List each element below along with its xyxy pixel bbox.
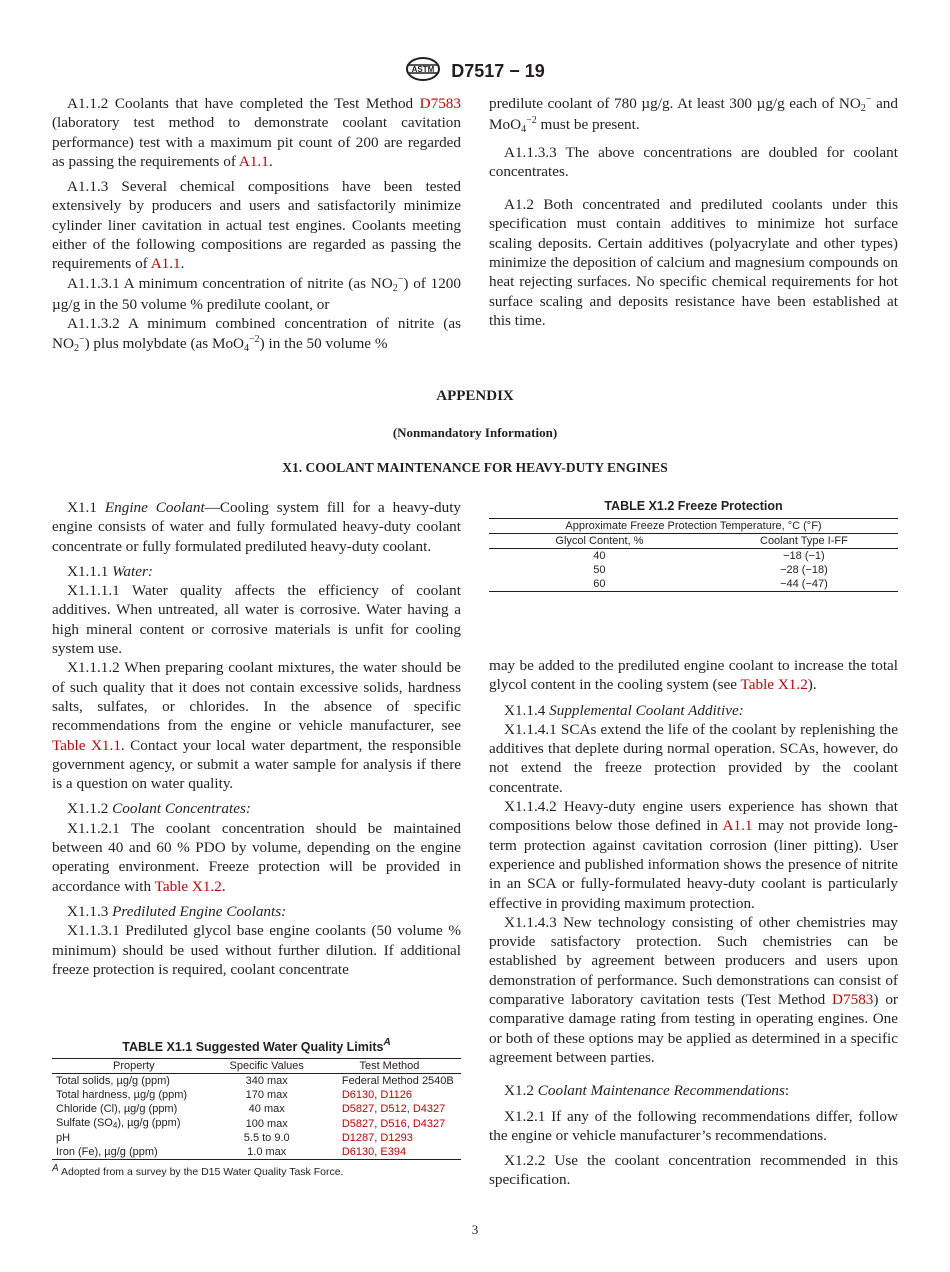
column-header-test-method: Test Method — [318, 1059, 461, 1074]
table-row — [52, 1074, 461, 1089]
para-x1-2-2: X1.2.2 Use the coolant concentration recommended in this specification. — [489, 1152, 898, 1189]
link-test-method[interactable]: D512 — [380, 1103, 407, 1115]
cell-property: Total hardness, µg/g (ppm) — [56, 1089, 188, 1101]
link-d7583[interactable]: D7583 — [832, 991, 874, 1009]
cell-test-method: D6130, D1126 — [341, 1089, 412, 1101]
table-row — [52, 1102, 461, 1116]
astm-logo — [405, 56, 441, 87]
link-test-method[interactable]: D516 — [380, 1117, 407, 1130]
para-x1-1-4-1: X1.1.4.1 SCAs extend the life of the coolant by replenishing the additives that deplete during normal operation. SCAs, however, do not extend the freeze protection provided by the coolant concentrate. — [489, 720, 898, 796]
para-x1-1-4-2: X1.1.4.2 Heavy-duty engine users experience has shown that compositions below those defined in A1.1 may not provide long-term protection against cavitation corrosion (liner pitting). User experience and published information shows the presence of nitrite in an SCA or fully-formulated heavy-duty coolant is particularly effective in providing maximum protection. — [489, 798, 898, 912]
page-header — [0, 56, 950, 87]
para-a1-1-3: A1.1.3 Several chemical compositions have been tested extensively by producers and users and satisfactorily minimize cylinder liner cavitation in actual test engines. Coolants meeting either of the following compositions are regarded as passing the requirements of A1.1. — [52, 178, 461, 273]
para-x1-1: X1.1 Engine Coolant—Cooling system fill for a heavy-duty engine consists of water and fully formulated heavy-duty coolant concentrate or fully formulated prediluted heavy-duty coolant. — [52, 499, 462, 555]
para-x1-1-3-1: X1.1.3.1 Prediluted glycol base engine coolants (50 volume % minimum) should be used without further dilution. If additional freeze protection is required, coolant concentrate — [52, 922, 461, 978]
table-row — [489, 577, 898, 592]
cell-specific-value: 1.0 max — [216, 1145, 318, 1160]
para-x1-1-1-1: X1.1.1.1 Water quality affects the efficiency of coolant additives. When untreated, all water is corrosive. Water having a high mineral content or corrosive materials is unfit for cooling system use. — [52, 582, 461, 658]
link-test-method[interactable]: E394 — [380, 1146, 407, 1158]
table-row — [52, 1088, 461, 1102]
left-top-column — [52, 94, 461, 355]
table-row — [489, 549, 898, 564]
para-x1-1-4: X1.1.4 Supplemental Coolant Additive: — [504, 701, 744, 719]
cell-test-method: D5827, D516, D4327 — [341, 1117, 446, 1130]
cell-freeze-temp: −44 (−47) — [710, 577, 898, 592]
table-row — [52, 1145, 461, 1160]
para-x1-1-4-3: X1.1.4.3 New technology consisting of other chemistries may provide satisfactory protection. Such chemistries can be established by agreement between producers and users upon demonstration of performance. Such demonstrations can consist of comparative laboratory cavitation tests (Test Method D7583) or comparative damage rating from testing in operating engines. One or both of these options may be applied as determined in a specific agreement between parties. — [489, 913, 898, 1066]
cell-glycol-content: 60 — [489, 577, 710, 592]
cell-property: Iron (Fe), µg/g (ppm) — [52, 1145, 216, 1160]
para-x1-1-1: X1.1.1 Water: — [67, 562, 153, 580]
link-table-x1-2[interactable]: Table X1.2 — [740, 676, 808, 694]
cell-specific-value: 340 max — [245, 1075, 288, 1087]
link-test-method[interactable]: D6130 — [341, 1089, 375, 1101]
section-heading: X1. COOLANT MAINTENANCE FOR HEAVY-DUTY ENGINES — [282, 460, 668, 475]
cell-glycol-content: 50 — [593, 564, 606, 576]
para-a1-1-2: A1.1.2 Coolants that have completed the Test Method D7583 (laboratory test method to demonstrate coolant cavitation performance) test with a maximum pit count of 200 are regarded as passing the requirements of A1.1. — [52, 95, 461, 170]
cell-freeze-temp: −18 (−1) — [783, 550, 825, 562]
para-a1-2: A1.2 Both concentrated and prediluted coolants under this specification must contain additives to minimize hot surface scaling deposits. Certain additives (polyacrylate and other types) minimize the deposition of calcium and magnesium compounds on heat rejecting surfaces. No specific chemical requirements for hot surface scaling and deposits resistance have been established at this time. — [489, 196, 898, 329]
para-a1-1-3-3: A1.1.3.3 The above concentrations are doubled for coolant concentrates. — [489, 143, 898, 180]
cell-freeze-temp: −28 (−18) — [780, 564, 828, 576]
cell-specific-value: 100 max — [245, 1117, 288, 1130]
cell-property: Total solids, µg/g (ppm) — [56, 1075, 170, 1087]
cell-test-method: Federal Method 2540B — [341, 1075, 454, 1087]
para-x1-1-2: X1.1.2 Coolant Concentrates: — [67, 800, 251, 818]
link-test-method[interactable]: D4327 — [412, 1103, 446, 1115]
cell-specific-value: 170 max — [245, 1089, 288, 1101]
table-x1-1-title: TABLE X1.1 Suggested Water Quality Limits$^A$ — [122, 1037, 391, 1054]
table-x1-1-footnote: A Adopted from a survey by the D15 Water Quality Task Force. — [52, 1163, 344, 1178]
right-top-column — [489, 94, 898, 330]
left-main-column — [52, 498, 461, 979]
cell-specific-value: 40 max — [248, 1103, 285, 1115]
appendix-title: APPENDIX — [436, 388, 514, 404]
link-test-method[interactable]: D5827 — [341, 1117, 375, 1130]
link-test-method[interactable]: D1287 — [341, 1132, 375, 1144]
cell-test-method: D5827, D512, D4327 — [341, 1103, 446, 1115]
link-test-method[interactable]: D1293 — [380, 1132, 413, 1144]
table-x1-2-title: TABLE X1.2 Freeze Protection — [604, 499, 783, 513]
cell-glycol-content: 40 — [593, 550, 606, 562]
column-header-coolant-type: Coolant Type I-FF — [710, 534, 898, 549]
column-header-glycol-content: Glycol Content, % — [489, 534, 710, 549]
link-table-x1-2[interactable]: Table X1.2 — [154, 877, 222, 895]
link-a1-1[interactable]: A1.1 — [238, 152, 269, 170]
para-x1-2: X1.2 Coolant Maintenance Recommendations: — [504, 1082, 790, 1100]
para-x1-1-3: X1.1.3 Prediluted Engine Coolants: — [67, 902, 287, 920]
link-a1-1[interactable]: A1.1 — [722, 817, 753, 835]
page-number: 3 — [471, 1222, 479, 1237]
para-a1-1-3-1: A1.1.3.1 A minimum concentration of nitrite (as NO2−) of 1200 µg/g in the 50 volume % predilute coolant, or — [52, 273, 461, 313]
cell-property: Chloride (Cl), µg/g (ppm) — [56, 1103, 178, 1115]
right-main-column — [489, 656, 898, 1190]
link-test-method[interactable]: D1126 — [380, 1089, 412, 1101]
cell-property: Sulfate (SO4), µg/g (ppm) — [56, 1117, 181, 1130]
link-a1-1[interactable]: A1.1 — [150, 255, 181, 273]
appendix-subtitle: (Nonmandatory Information) — [392, 425, 558, 440]
cell-property: pH — [56, 1132, 71, 1144]
link-d7583[interactable]: D7583 — [419, 95, 461, 112]
column-header-specific-values: Specific Values — [216, 1059, 318, 1074]
para-x1-1-2-1: X1.1.2.1 The coolant concentration should be maintained between 40 and 60 % PDO by volume, depending on the engine operating environment. Freeze protection will be provided in accordance with Table X1.2. — [52, 819, 461, 895]
document-designation: D7517 − 19 — [451, 61, 545, 81]
table-x1-2 — [489, 499, 898, 592]
para-x1-2-1: X1.2.1 If any of the following recommendations differ, follow the engine or vehicle manufacturer’s recommendations. — [489, 1107, 898, 1144]
table-x1-1 — [52, 1037, 461, 1178]
cell-test-method: D6130, E394 — [318, 1145, 461, 1160]
link-test-method[interactable]: D5827 — [341, 1103, 375, 1115]
column-header-property: Property — [52, 1059, 216, 1074]
table-row — [52, 1116, 461, 1131]
cell-specific-value: 5.5 to 9.0 — [243, 1132, 290, 1144]
link-test-method[interactable]: D6130 — [341, 1146, 375, 1158]
link-table-x1-1[interactable]: Table X1.1 — [52, 736, 121, 754]
para-a1-1-3-2-cont: predilute coolant of 780 µg/g. At least 300 µg/g each of NO2− and $MoO4^{-2}$ must be present. — [489, 94, 898, 136]
link-test-method[interactable]: D4327 — [412, 1117, 446, 1130]
svg-text:ASTM: ASTM — [411, 65, 435, 74]
column-header-freeze-temp: Approximate Freeze Protection Temperature, °C (°F) — [489, 519, 898, 534]
table-row — [489, 563, 898, 577]
cell-test-method: D1287, D1293 — [341, 1132, 413, 1144]
table-row — [52, 1131, 461, 1145]
para-x1-1-3-1-cont: may be added to the prediluted engine coolant to increase the total glycol content in the cooling system (see Table X1.2). — [489, 657, 898, 694]
para-a1-1-3-2: A1.1.3.2 A minimum combined concentration of nitrite (as NO2−) plus molybdate (as $MoO4^{-2}$) in the 50 volume % — [52, 315, 461, 354]
para-x1-1-1-2: X1.1.1.2 When preparing coolant mixtures, the water should be of such quality that it does not contain excessive solids, hardness salts, sulfates, or chlorides. In the absence of specific recommendations from the engine or vehicle manufacturer, see Table X1.1. Contact your local water department, the responsible government agency, or submit a water sample for analysis if there is a question on water quality. — [52, 659, 461, 793]
